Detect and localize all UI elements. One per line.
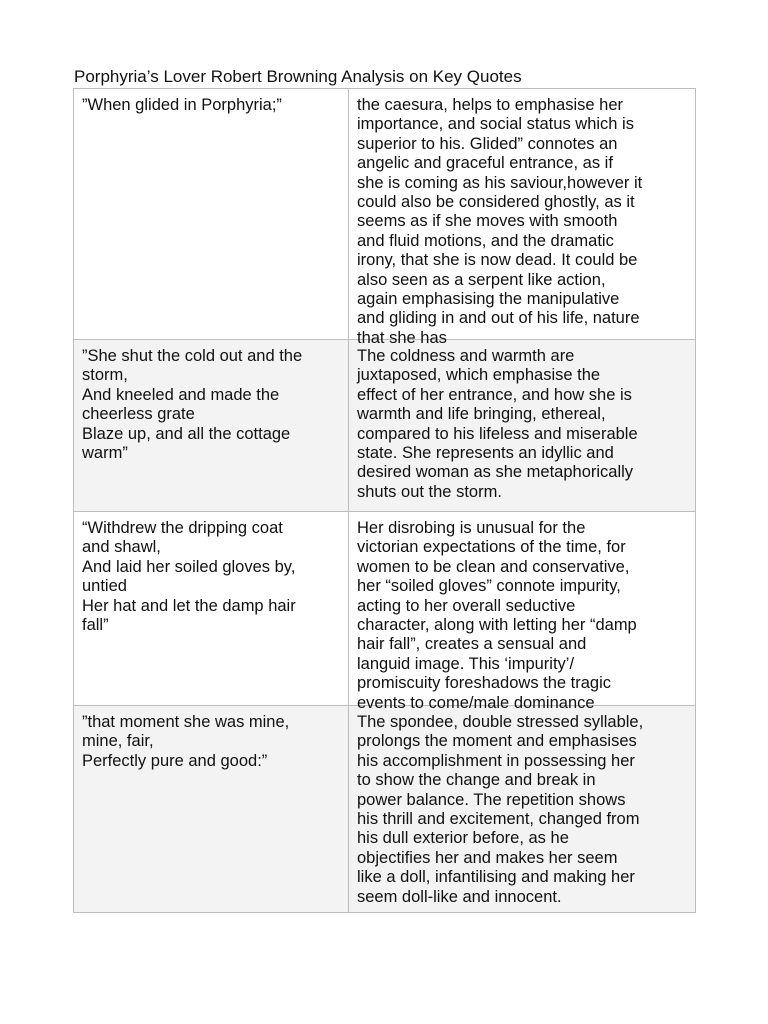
table-row: [74, 340, 696, 512]
quotes-table: [73, 88, 696, 913]
quote-text: ”that moment she was mine, mine, fair, Perfectly pure and good:”: [82, 713, 290, 770]
quote-cell: [74, 512, 349, 706]
quote-cell: [74, 706, 349, 913]
analysis-text: The coldness and warmth are juxtaposed, which emphasise the effect of her entrance, and how she is warmth and life bringing, ethereal, compared to his lifeless and miserable state. She represents an idyllic and desired woman as she metaphorically shuts out the storm.: [357, 347, 638, 501]
quote-text: ”When glided in Porphyria;”: [82, 96, 282, 114]
quote-cell: [74, 89, 349, 340]
quote-text: ”She shut the cold out and the storm, And kneeled and made the cheerless grate Blaze up, and all the cottage warm”: [82, 347, 303, 463]
quote-cell: [74, 340, 349, 512]
analysis-text: The spondee, double stressed syllable, prolongs the moment and emphasises his accomplishment in possessing her to show the change and break in power balance. The repetition shows his thrill and excitement, changed from his dull exterior before, as he objectifies her and makes her seem like a doll, infantilising and making her seem doll-like and innocent.: [357, 713, 644, 906]
analysis-cell: [349, 340, 696, 512]
analysis-cell: [349, 512, 696, 712]
table-row: [74, 512, 696, 706]
table-row: [74, 706, 696, 913]
analysis-cell: [349, 89, 696, 347]
table-row: [74, 89, 696, 340]
analysis-text: Her disrobing is unusual for the victorian expectations of the time, for women to be clean and conservative, her “soiled gloves” connote impurity, acting to her overall seductive character, along with letting her “damp hair fall”, creates a sensual and languid image. This ‘impurity’/ promiscuity foreshadows the tragic events to come/male dominance: [357, 519, 637, 712]
analysis-text: the caesura, helps to emphasise her importance, and social status which is superior to his. Glided” connotes an angelic and graceful entrance, as if she is coming as his saviour,however it could also be considered ghostly, as it seems as if she moves with smooth and fluid motions, and the dramatic irony, that she is now dead. It could be also seen as a serpent like action, again emphasising the manipulative and gliding in and out of his life, nature that she has: [357, 96, 643, 347]
page-title: Porphyria’s Lover Robert Browning Analysis on Key Quotes: [74, 67, 522, 86]
quote-text: “Withdrew the dripping coat and shawl, And laid her soiled gloves by, untied Her hat and let the damp hair fall”: [82, 519, 296, 635]
analysis-cell: [349, 706, 696, 913]
